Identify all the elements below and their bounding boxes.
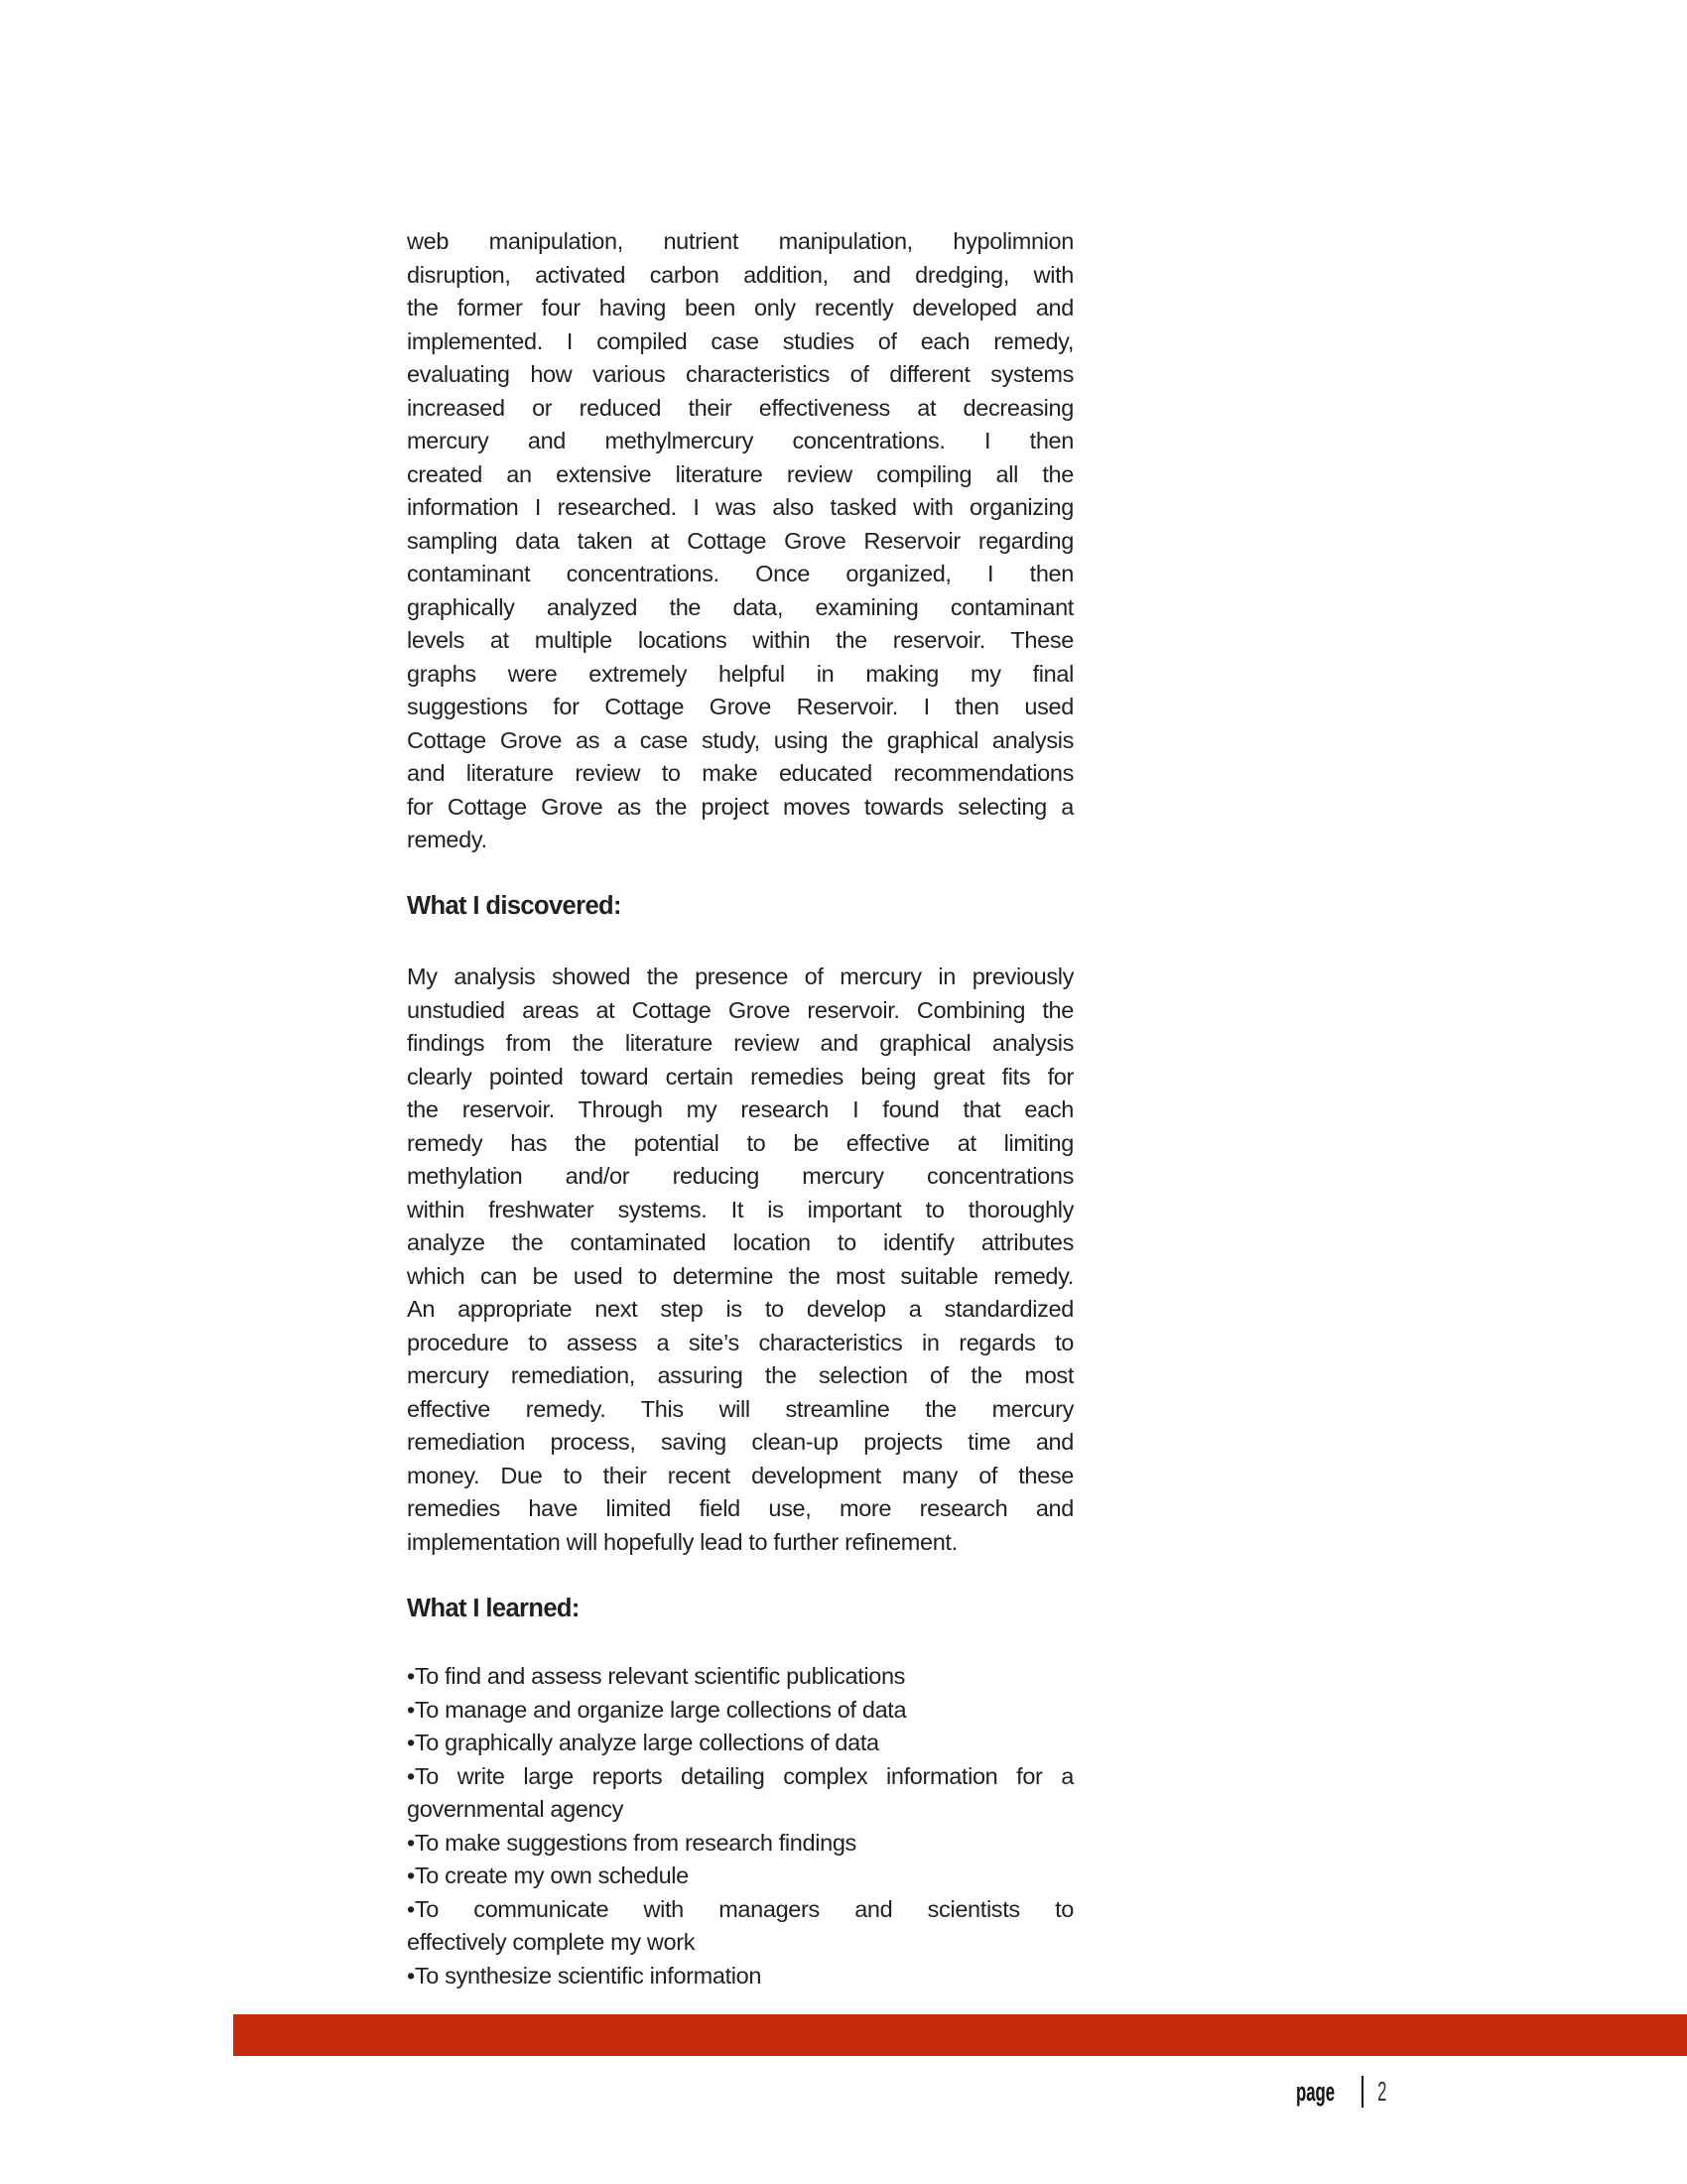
text-line: disruption, activated carbon addition, and dredging, with [407, 261, 1074, 288]
text-line: unstudied areas at Cottage Grove reservoir. Combining the [407, 996, 1074, 1023]
page-separator [1362, 2076, 1363, 2108]
page-label: page [1296, 2076, 1336, 2107]
text-line: Cottage Grove as a case study, using the graphical analysis [407, 726, 1074, 753]
text-line: remedy. [407, 827, 487, 852]
heading-what-i-discovered: What I discovered: [407, 892, 621, 920]
text-line: for Cottage Grove as the project moves towards selecting a [407, 793, 1074, 820]
text-line: the reservoir. Through my research I found that each [407, 1096, 1074, 1122]
text-line: clearly pointed toward certain remedies being great fits for [407, 1063, 1074, 1090]
text-line: findings from the literature review and graphical analysis [407, 1030, 1074, 1056]
text-line: implemented. I compiled case studies of each remedy, [407, 327, 1074, 354]
list-item: •To make suggestions from research findings [407, 1829, 856, 1856]
text-line: remedy has the potential to be effective at limiting [407, 1129, 1074, 1156]
text-line: web manipulation, nutrient manipulation, hypolimnion [407, 228, 1074, 254]
page-number [1296, 2072, 1393, 2112]
text-line: An appropriate next step is to develop a standardized [407, 1296, 1074, 1322]
text-line: analyze the contaminated location to identify attributes [407, 1229, 1074, 1255]
list-item: •To synthesize scientific information [407, 1962, 762, 1989]
text-line: which can be used to determine the most suitable remedy. [407, 1262, 1074, 1289]
text-line: money. Due to their recent development many of these [407, 1462, 1074, 1488]
text-line: My analysis showed the presence of mercury in previously [407, 964, 1074, 989]
text-line: sampling data taken at Cottage Grove Reservoir regarding [407, 527, 1074, 554]
text-line: graphically analyzed the data, examining contaminant [407, 593, 1074, 620]
text-line: procedure to assess a site’s characteristics in regards to [407, 1329, 1074, 1355]
text-line: graphs were extremely helpful in making my final [407, 660, 1074, 687]
list-item: •To create my own schedule [407, 1863, 689, 1888]
list-item: •To communicate with managers and scientists to [407, 1895, 1074, 1922]
page-number-value: 2 [1377, 2076, 1387, 2107]
text-line: within freshwater systems. It is important to thoroughly [407, 1196, 1074, 1222]
heading-what-i-learned: What I learned: [407, 1595, 580, 1622]
text-line: mercury and methylmercury concentrations. I then [407, 428, 1074, 453]
text-line: methylation and/or reducing mercury concentrations [407, 1163, 1074, 1189]
text-line: created an extensive literature review compiling all the [407, 460, 1074, 487]
text-line: implementation will hopefully lead to further refinement. [407, 1528, 958, 1555]
text-line: increased or reduced their effectiveness at decreasing [407, 394, 1074, 421]
text-line: evaluating how various characteristics of different systems [407, 361, 1074, 387]
text-line: suggestions for Cottage Grove Reservoir. I then used [407, 694, 1074, 719]
text-line: effective remedy. This will streamline the mercury [407, 1395, 1074, 1422]
list-item: governmental agency [407, 1796, 624, 1822]
list-item: •To graphically analyze large collections of data [407, 1730, 879, 1755]
list-item: effectively complete my work [407, 1929, 696, 1955]
list-item: •To write large reports detailing complex information for a [407, 1762, 1074, 1789]
list-item: •To manage and organize large collections of data [407, 1696, 907, 1723]
text-line: remedies have limited field use, more research and [407, 1495, 1074, 1521]
text-line: and literature review to make educated recommendations [407, 760, 1074, 786]
text-line: contaminant concentrations. Once organized, I then [407, 561, 1074, 586]
text-line: remediation process, saving clean-up projects time and [407, 1429, 1074, 1455]
list-item: •To find and assess relevant scientific publications [407, 1663, 906, 1689]
text-line: information I researched. I was also tasked with organizing [407, 494, 1074, 520]
text-line: mercury remediation, assuring the selection of the most [407, 1362, 1074, 1388]
footer-accent-bar [233, 2014, 1687, 2056]
text-line: the former four having been only recently developed and [407, 295, 1074, 321]
text-line: levels at multiple locations within the reservoir. These [407, 627, 1074, 653]
